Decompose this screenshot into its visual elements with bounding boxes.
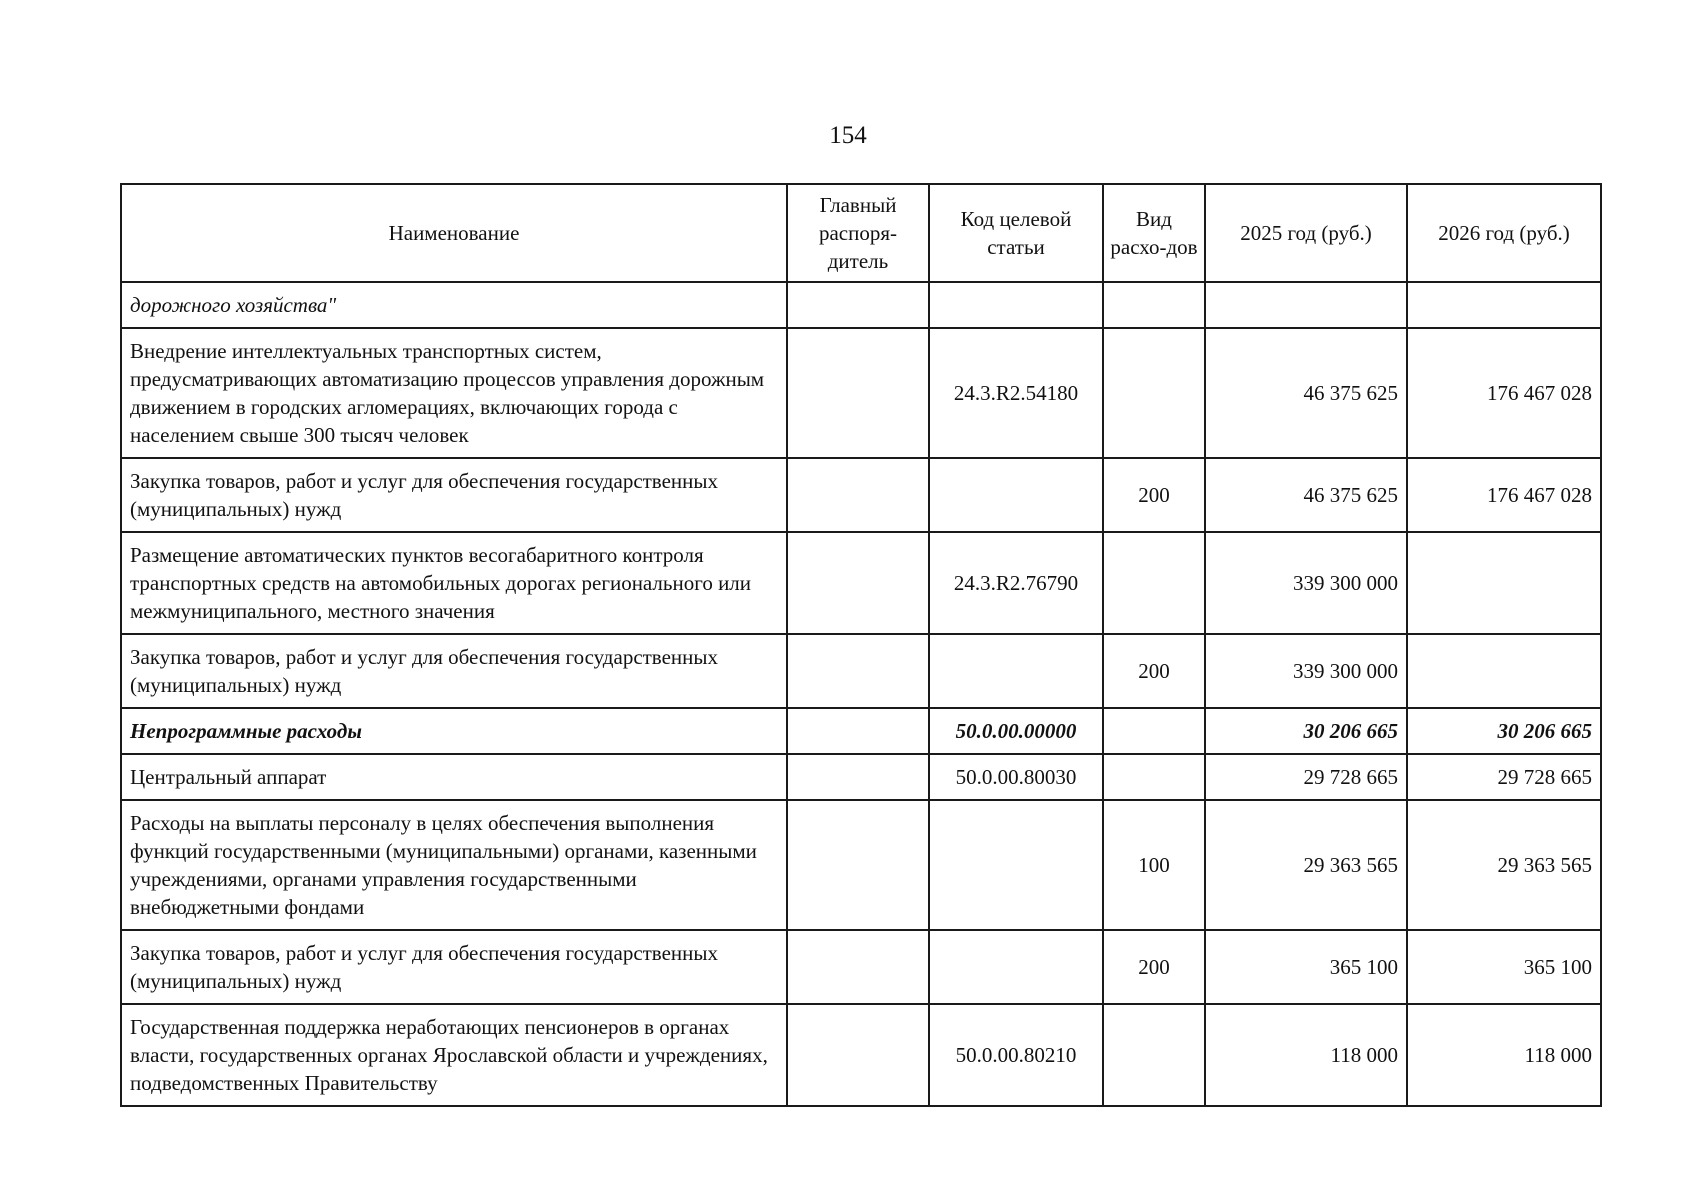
row-2026 <box>1407 634 1601 708</box>
table-row <box>121 634 1601 708</box>
row-manager <box>787 328 929 458</box>
row-type <box>1103 1004 1205 1106</box>
table-row <box>121 930 1601 1004</box>
table-row <box>121 458 1601 532</box>
row-code <box>929 800 1103 930</box>
row-name: дорожного хозяйства" <box>121 282 787 328</box>
row-2026: 29 728 665 <box>1407 754 1601 800</box>
row-name: Внедрение интеллектуальных транспортных систем, предусматривающих автоматизацию процессов управления дорожным движением в городских агломерациях, включающих города с населением свыше 300 тысяч человек <box>121 328 787 458</box>
page-number: 154 <box>829 122 867 149</box>
row-type <box>1103 754 1205 800</box>
row-manager <box>787 930 929 1004</box>
row-type <box>1103 708 1205 754</box>
row-manager <box>787 800 929 930</box>
header-type: Вид расхо-дов <box>1103 184 1205 282</box>
row-code: 50.0.00.00000 <box>929 708 1103 754</box>
budget-table <box>120 183 1602 1107</box>
row-code <box>929 930 1103 1004</box>
row-manager <box>787 754 929 800</box>
table-row <box>121 532 1601 634</box>
table-row <box>121 328 1601 458</box>
row-type: 200 <box>1103 458 1205 532</box>
row-manager <box>787 708 929 754</box>
row-code: 24.3.R2.54180 <box>929 328 1103 458</box>
row-2026: 118 000 <box>1407 1004 1601 1106</box>
row-2025: 29 728 665 <box>1205 754 1407 800</box>
row-2025: 339 300 000 <box>1205 634 1407 708</box>
table-header-row <box>121 184 1601 282</box>
row-name: Закупка товаров, работ и услуг для обеспечения государственных (муниципальных) нужд <box>121 458 787 532</box>
table-row <box>121 1004 1601 1106</box>
row-manager <box>787 1004 929 1106</box>
row-code <box>929 458 1103 532</box>
row-2025: 46 375 625 <box>1205 458 1407 532</box>
row-2026: 176 467 028 <box>1407 458 1601 532</box>
table-row <box>121 708 1601 754</box>
table-row <box>121 282 1601 328</box>
row-2025: 30 206 665 <box>1205 708 1407 754</box>
row-2025: 46 375 625 <box>1205 328 1407 458</box>
row-name: Центральный аппарат <box>121 754 787 800</box>
row-code <box>929 634 1103 708</box>
row-2025: 339 300 000 <box>1205 532 1407 634</box>
row-type <box>1103 532 1205 634</box>
row-2026 <box>1407 282 1601 328</box>
row-name: Государственная поддержка неработающих пенсионеров в органах власти, государственных органах Ярославской области и учреждениях, подведомственных Правительству <box>121 1004 787 1106</box>
row-name: Закупка товаров, работ и услуг для обеспечения государственных (муниципальных) нужд <box>121 634 787 708</box>
row-code: 50.0.00.80210 <box>929 1004 1103 1106</box>
row-2026 <box>1407 532 1601 634</box>
row-type: 200 <box>1103 930 1205 1004</box>
row-type: 100 <box>1103 800 1205 930</box>
header-code: Код целевой статьи <box>929 184 1103 282</box>
row-manager <box>787 532 929 634</box>
row-name: Закупка товаров, работ и услуг для обеспечения государственных (муниципальных) нужд <box>121 930 787 1004</box>
row-code: 24.3.R2.76790 <box>929 532 1103 634</box>
table-row <box>121 754 1601 800</box>
row-2025: 118 000 <box>1205 1004 1407 1106</box>
row-2026: 30 206 665 <box>1407 708 1601 754</box>
row-name: Размещение автоматических пунктов весогабаритного контроля транспортных средств на автомобильных дорогах регионального или межмуниципального, местного значения <box>121 532 787 634</box>
row-name: Непрограммные расходы <box>121 708 787 754</box>
row-2025 <box>1205 282 1407 328</box>
row-2026: 365 100 <box>1407 930 1601 1004</box>
row-manager <box>787 282 929 328</box>
row-type <box>1103 328 1205 458</box>
header-name: Наименование <box>121 184 787 282</box>
row-2026: 176 467 028 <box>1407 328 1601 458</box>
header-manager: Главный распоря-дитель <box>787 184 929 282</box>
row-2025: 365 100 <box>1205 930 1407 1004</box>
row-manager <box>787 634 929 708</box>
row-name: Расходы на выплаты персоналу в целях обеспечения выполнения функций государственными (муниципальными) органами, казенными учреждениями, органами управления государственными внебюджетными фондами <box>121 800 787 930</box>
header-2025: 2025 год (руб.) <box>1205 184 1407 282</box>
row-type: 200 <box>1103 634 1205 708</box>
row-code <box>929 282 1103 328</box>
row-type <box>1103 282 1205 328</box>
header-2026: 2026 год (руб.) <box>1407 184 1601 282</box>
row-manager <box>787 458 929 532</box>
row-2026: 29 363 565 <box>1407 800 1601 930</box>
row-2025: 29 363 565 <box>1205 800 1407 930</box>
table-row <box>121 800 1601 930</box>
row-code: 50.0.00.80030 <box>929 754 1103 800</box>
